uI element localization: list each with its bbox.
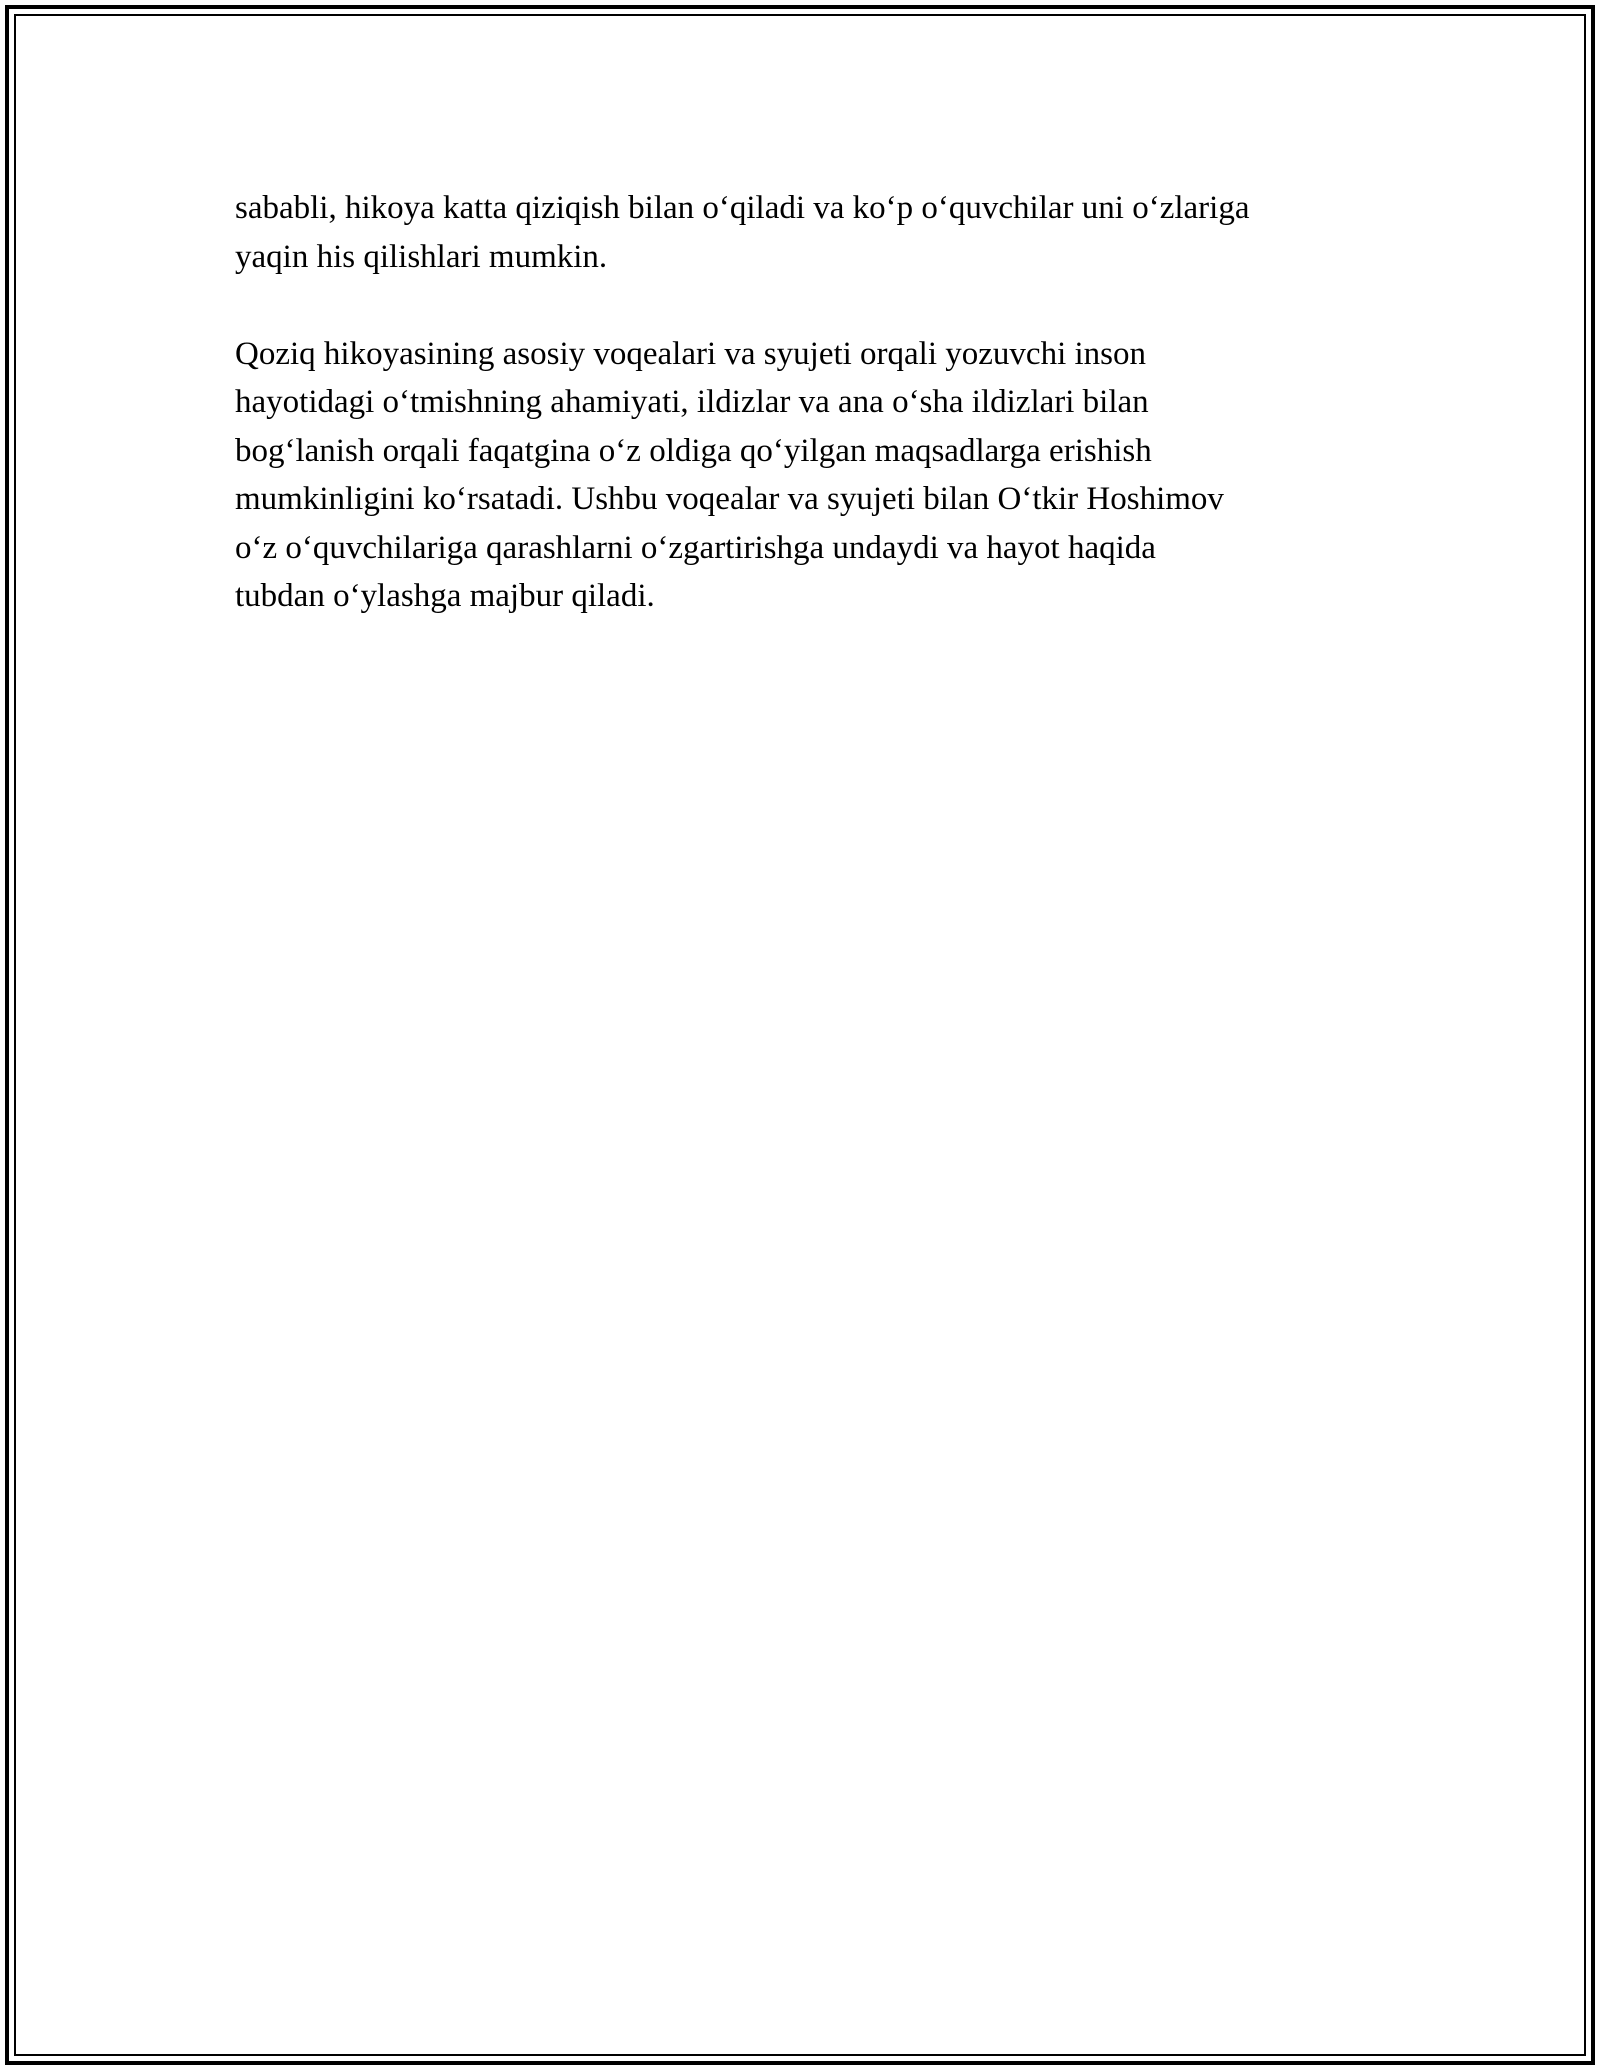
text-line: bog‘lanish orqali faqatgina o‘z oldiga qo‘yilgan maqsadlarga erishish [235,432,1152,469]
paragraph-2 [235,330,1375,621]
paragraph-1 [235,184,1375,281]
document-body [235,184,1375,621]
text-line: hayotidagi o‘tmishning ahamiyati, ildizlar va ana o‘sha ildizlari bilan [235,384,1149,420]
text-line: sababli, hikoya katta qiziqish bilan o‘qiladi va ko‘p o‘quvchilar uni o‘zlariga [235,190,1250,226]
text-line: o‘z o‘quvchilariga qarashlarni o‘zgartirishga undaydi va hayot haqida [235,529,1156,566]
text-line: mumkinligini ko‘rsatadi. Ushbu voqealar va syujeti bilan O‘tkir Hoshimov [235,481,1224,517]
text-line: Qoziq hikoyasining asosiy voqealari va syujeti orqali yozuvchi inson [235,335,1146,372]
text-line: yaqin his qilishlari mumkin. [235,238,608,275]
text-line: tubdan o‘ylashga majbur qiladi. [235,578,655,614]
